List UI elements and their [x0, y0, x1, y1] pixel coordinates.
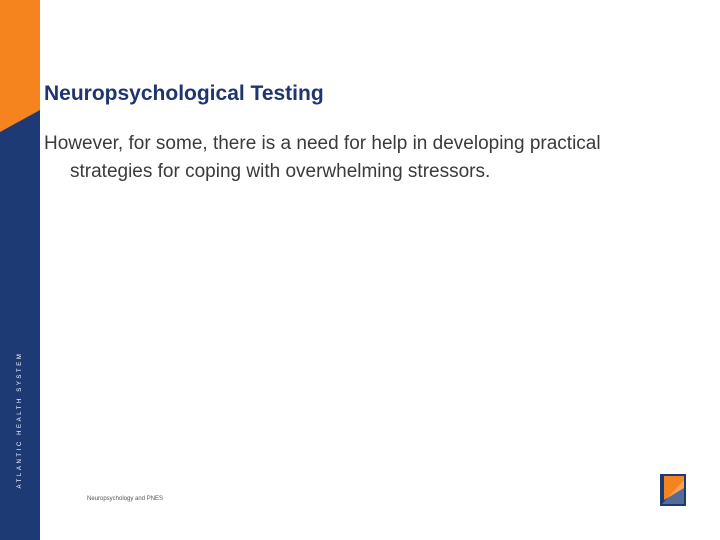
slide-body-text: However, for some, there is a need for help in developing practical strategies for coping with overwhelming stressors.: [44, 133, 601, 182]
slide-title: Neuropsychological Testing: [44, 82, 324, 105]
sidebar-band: [0, 0, 40, 540]
atlantic-health-logo-icon: [660, 474, 686, 506]
sidebar-orange-wedge: [0, 0, 40, 132]
logo-graphic: [660, 474, 686, 506]
sidebar-brand-text: ATLANTIC HEALTH SYSTEM: [17, 351, 23, 489]
slide-footer: Neuropsychology and PNES: [87, 496, 164, 502]
